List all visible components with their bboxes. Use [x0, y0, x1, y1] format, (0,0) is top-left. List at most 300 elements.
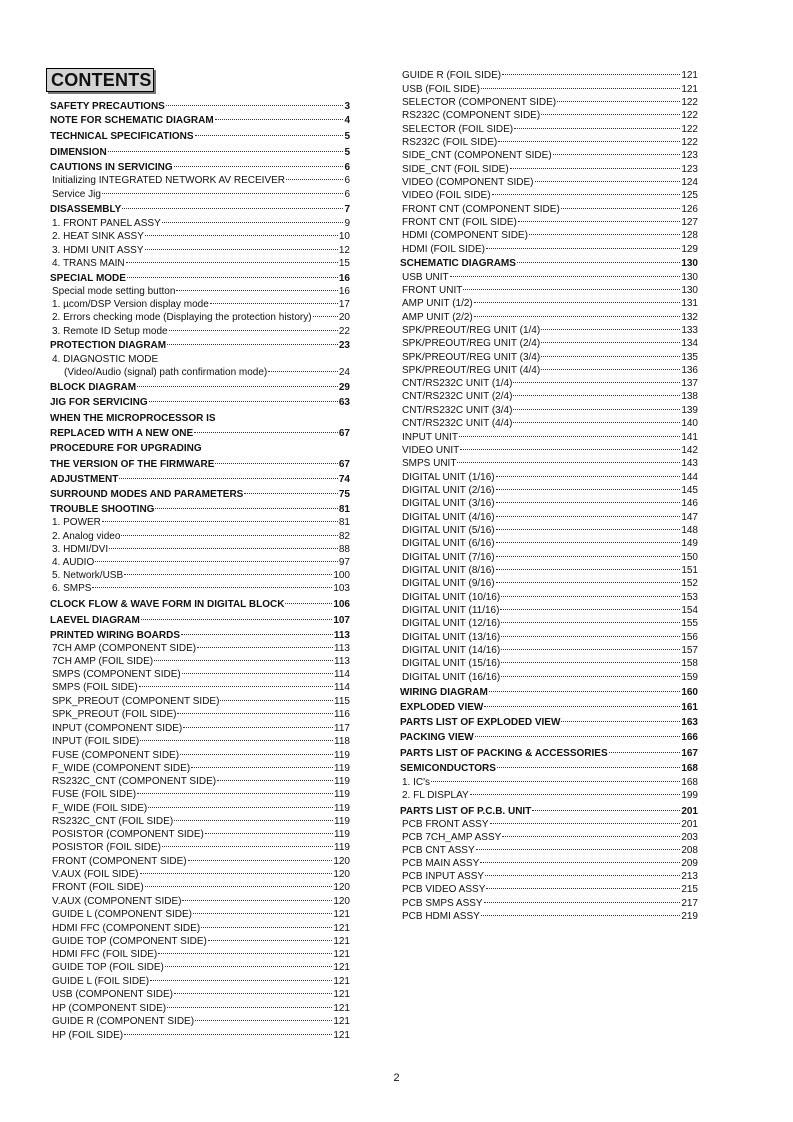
toc-entry-page: 130	[681, 258, 698, 269]
dot-leader	[181, 634, 333, 635]
toc-subentry	[52, 557, 350, 569]
toc-entry-label: AMP UNIT (1/2)	[402, 298, 473, 309]
toc-entry-label: Special mode setting button	[52, 286, 176, 297]
toc-subentry	[52, 643, 350, 655]
dot-leader	[194, 432, 338, 433]
toc-subentry	[402, 618, 698, 630]
toc-subentry	[52, 829, 350, 841]
toc-subentry	[402, 578, 698, 590]
toc-entry-page: 116	[334, 709, 350, 720]
toc-entry-page: 106	[333, 599, 350, 610]
toc-entry-label: SELECTOR (COMPONENT SIDE)	[402, 97, 557, 108]
toc-entry-label: RS232C_CNT (FOIL SIDE)	[52, 816, 174, 827]
dot-leader	[513, 382, 680, 383]
toc-subentry	[402, 605, 698, 617]
toc-subentry	[402, 432, 698, 444]
dot-leader	[541, 329, 680, 330]
toc-entry-page: 121	[333, 962, 350, 973]
toc-entry-page: 158	[681, 658, 698, 669]
toc-entry-label: 4. DIAGNOSTIC MODE	[52, 354, 159, 365]
toc-entry-page: 119	[334, 763, 350, 774]
toc-subentry	[402, 777, 698, 789]
toc-entry-label: 6. SMPS	[52, 583, 92, 594]
toc-entry-label: TECHNICAL SPECIFICATIONS	[50, 131, 194, 142]
toc-entry-label: FRONT UNIT	[402, 285, 463, 296]
dot-leader	[244, 493, 338, 494]
toc-entry-label: F_WIDE (COMPONENT SIDE)	[52, 763, 191, 774]
dot-leader	[102, 521, 338, 522]
dot-leader	[476, 849, 681, 850]
toc-entry-label: PARTS LIST OF P.C.B. UNIT	[400, 806, 532, 817]
toc-section-entry	[50, 599, 350, 611]
dot-leader	[484, 902, 681, 903]
toc-entry-label: DIGITAL UNIT (12/16)	[402, 618, 501, 629]
page-number: 2	[393, 1072, 400, 1084]
dot-leader	[167, 344, 338, 345]
toc-entry-label: AMP UNIT (2/2)	[402, 312, 473, 323]
toc-entry-page: 217	[681, 898, 698, 909]
toc-entry-page: 74	[338, 474, 350, 485]
toc-section-entry	[400, 258, 698, 270]
toc-entry-label: 4. TRANS MAIN	[52, 258, 125, 269]
dot-leader	[490, 823, 681, 824]
toc-entry-page: 123	[681, 164, 698, 175]
toc-subentry	[402, 672, 698, 684]
dot-leader	[496, 502, 681, 503]
toc-subentry	[52, 750, 350, 762]
dot-leader	[498, 141, 680, 142]
dot-leader	[459, 436, 680, 437]
toc-entry-label: GUIDE L (COMPONENT SIDE)	[52, 909, 193, 920]
toc-entry-label: F_WIDE (FOIL SIDE)	[52, 803, 148, 814]
toc-entry-label: USB UNIT	[402, 272, 449, 283]
dot-leader	[475, 736, 681, 737]
toc-entry-page: 121	[333, 1016, 350, 1027]
toc-entry-page: 135	[681, 352, 698, 363]
dot-leader	[535, 181, 681, 182]
toc-subentry	[52, 709, 350, 721]
toc-entry-page: 122	[681, 137, 698, 148]
toc-section-entry	[400, 806, 698, 818]
toc-entry-label: FRONT CNT (COMPONENT SIDE)	[402, 204, 560, 215]
toc-entry-label: (Video/Audio (signal) path confirmation mode)	[64, 367, 268, 378]
toc-entry-page: 146	[681, 498, 698, 509]
toc-section-entry	[400, 732, 698, 744]
toc-entry-page: 119	[334, 829, 350, 840]
toc-entry-label: SPECIAL MODE	[50, 273, 126, 284]
toc-entry-label: 2. HEAT SINK ASSY	[52, 231, 144, 242]
toc-section-entry	[400, 717, 698, 729]
toc-entry-label: NOTE FOR SCHEMATIC DIAGRAM	[50, 115, 214, 126]
dot-leader	[529, 234, 680, 235]
toc-entry-page: 10	[338, 231, 350, 242]
toc-subentry	[402, 365, 698, 377]
toc-entry-page: 15	[338, 258, 350, 269]
toc-subentry	[402, 190, 698, 202]
toc-entry-page: 113	[334, 643, 350, 654]
toc-entry-label: FUSE (COMPONENT SIDE)	[52, 750, 180, 761]
toc-entry-label: 1. IC's	[402, 777, 431, 788]
dot-leader	[195, 1020, 332, 1021]
toc-entry-page: 120	[333, 856, 350, 867]
toc-entry-page: 75	[338, 489, 350, 500]
dot-leader	[205, 833, 333, 834]
dot-leader	[140, 873, 333, 874]
dot-leader	[518, 221, 680, 222]
toc-entry-label: DIGITAL UNIT (9/16)	[402, 578, 495, 589]
toc-subentry	[402, 325, 698, 337]
toc-subentry	[52, 1016, 350, 1028]
toc-subentry	[402, 338, 698, 350]
dot-leader	[502, 74, 680, 75]
toc-entry-page: 208	[681, 845, 698, 856]
toc-entry-label: DISASSEMBLY	[50, 204, 122, 215]
toc-entry-page: 121	[333, 949, 350, 960]
toc-subentry	[402, 658, 698, 670]
dot-leader	[174, 820, 333, 821]
toc-entry-label: INPUT (COMPONENT SIDE)	[52, 723, 183, 734]
toc-entry-label: Service Jig	[52, 189, 101, 200]
toc-entry-page: 122	[681, 124, 698, 135]
toc-entry-label: CNT/RS232C UNIT (2/4)	[402, 391, 513, 402]
dot-leader	[561, 208, 681, 209]
dot-leader	[169, 330, 338, 331]
dot-leader	[180, 754, 333, 755]
toc-entry-label: DIGITAL UNIT (2/16)	[402, 485, 495, 496]
toc-subentry	[52, 789, 350, 801]
toc-entry-label: THE VERSION OF THE FIRMWARE	[50, 459, 215, 470]
toc-entry-page: 122	[681, 110, 698, 121]
toc-entry-label: 3. HDMI/DVI	[52, 544, 109, 555]
toc-entry-page: 137	[681, 378, 698, 389]
dot-leader	[102, 193, 344, 194]
dot-leader	[208, 940, 332, 941]
toc-entry-page: 120	[333, 869, 350, 880]
dot-leader	[450, 276, 681, 277]
toc-entry-label: PCB CNT ASSY	[402, 845, 475, 856]
toc-subentry	[402, 472, 698, 484]
toc-entry-label: PROTECTION DIAGRAM	[50, 340, 167, 351]
dot-leader	[517, 262, 680, 263]
toc-entry-page: 103	[333, 583, 350, 594]
dot-leader	[145, 886, 333, 887]
toc-entry-label: JIG FOR SERVICING	[50, 397, 148, 408]
dot-leader	[183, 727, 333, 728]
dot-leader	[174, 166, 344, 167]
dot-leader	[481, 915, 681, 916]
toc-subentry	[402, 405, 698, 417]
toc-entry-label: 1. POWER	[52, 517, 101, 528]
toc-entry-label: 2. Errors checking mode (Displaying the protection history)	[52, 312, 312, 323]
dot-leader	[137, 386, 338, 387]
toc-subentry	[402, 204, 698, 216]
toc-entry-label: RS232C_CNT (COMPONENT SIDE)	[52, 776, 217, 787]
toc-entry-page: 150	[681, 552, 698, 563]
dot-leader	[285, 603, 332, 604]
toc-section-entry	[50, 204, 350, 216]
toc-entry-page: 126	[681, 204, 698, 215]
dot-leader	[500, 609, 680, 610]
toc-section-entry	[50, 504, 350, 516]
toc-entry-page: 215	[681, 884, 698, 895]
toc-entry-label: Initializing INTEGRATED NETWORK AV RECEIVER	[52, 175, 286, 186]
toc-entry-page: 131	[681, 298, 698, 309]
toc-subentry	[52, 1030, 350, 1042]
dot-leader	[496, 582, 681, 583]
toc-entry-label: 1. µcom/DSP Version display mode	[52, 299, 209, 310]
toc-subentry	[402, 458, 698, 470]
toc-subentry	[402, 352, 698, 364]
dot-leader	[541, 356, 680, 357]
dot-leader	[474, 302, 681, 303]
toc-subentry	[402, 911, 698, 923]
toc-subentry	[402, 445, 698, 457]
toc-entry-page: 6	[344, 162, 350, 173]
toc-entry-page: 121	[333, 1030, 350, 1041]
toc-entry-label: PACKING VIEW	[400, 732, 474, 743]
dot-leader	[501, 622, 680, 623]
toc-entry-label: DIGITAL UNIT (7/16)	[402, 552, 495, 563]
contents-title-box	[46, 68, 154, 92]
dot-leader	[501, 636, 680, 637]
toc-subentry	[402, 645, 698, 657]
toc-entry-label: CLOCK FLOW & WAVE FORM IN DIGITAL BLOCK	[50, 599, 285, 610]
toc-entry-page: 155	[681, 618, 698, 629]
dot-leader	[463, 289, 680, 290]
toc-subentry	[52, 245, 350, 257]
toc-section-entry	[400, 763, 698, 775]
toc-subentry	[402, 538, 698, 550]
toc-subentry	[52, 882, 350, 894]
toc-subentry	[402, 418, 698, 430]
dot-leader	[215, 463, 337, 464]
dot-leader	[497, 767, 680, 768]
dot-leader	[496, 476, 681, 477]
toc-entry-label: SPK_PREOUT (FOIL SIDE)	[52, 709, 177, 720]
toc-entry-label: HP (FOIL SIDE)	[52, 1030, 124, 1041]
dot-leader	[95, 561, 338, 562]
dot-leader	[195, 135, 344, 136]
toc-subentry	[52, 656, 350, 668]
toc-entry-page: 199	[681, 790, 698, 801]
dot-leader	[557, 101, 680, 102]
dot-leader	[481, 88, 680, 89]
toc-subentry	[52, 989, 350, 1001]
toc-subentry	[52, 976, 350, 988]
toc-entry-label: CAUTIONS IN SERVICING	[50, 162, 173, 173]
toc-entry-label: PCB INPUT ASSY	[402, 871, 485, 882]
toc-subentry	[402, 485, 698, 497]
toc-section-entry	[50, 428, 350, 440]
toc-subentry	[52, 816, 350, 828]
toc-entry-label: SCHEMATIC DIAGRAMS	[400, 258, 516, 269]
dot-leader	[182, 673, 333, 674]
toc-subentry	[52, 258, 350, 270]
toc-entry-label: CNT/RS232C UNIT (1/4)	[402, 378, 513, 389]
toc-entry-label: SURROUND MODES AND PARAMETERS	[50, 489, 244, 500]
toc-entry-page: 141	[681, 432, 698, 443]
toc-entry-page: 121	[333, 989, 350, 1000]
toc-entry-label: 7CH AMP (FOIL SIDE)	[52, 656, 154, 667]
toc-entry-label: RS232C (COMPONENT SIDE)	[402, 110, 541, 121]
dot-leader	[119, 478, 338, 479]
toc-entry-page: 213	[681, 871, 698, 882]
toc-entry-label: CNT/RS232C UNIT (4/4)	[402, 418, 513, 429]
toc-entry-page: 121	[333, 936, 350, 947]
toc-section-entry	[50, 489, 350, 501]
toc-section-entry	[50, 101, 350, 113]
dot-leader	[145, 249, 338, 250]
toc-entry-label: GUIDE TOP (FOIL SIDE)	[52, 962, 164, 973]
dot-leader	[501, 649, 680, 650]
toc-subentry	[52, 856, 350, 868]
toc-subentry	[52, 736, 350, 748]
dot-leader	[268, 371, 338, 372]
toc-entry-page: 201	[681, 819, 698, 830]
dot-leader	[489, 691, 681, 692]
toc-entry-label: PCB SMPS ASSY	[402, 898, 483, 909]
toc-subentry	[52, 763, 350, 775]
toc-entry-page: 219	[681, 911, 698, 922]
toc-entry-label: SMPS (COMPONENT SIDE)	[52, 669, 181, 680]
toc-entry-page: 4	[344, 115, 350, 126]
toc-entry-page: 127	[681, 217, 698, 228]
toc-entry-label: EXPLODED VIEW	[400, 702, 484, 713]
toc-entry-page: 119	[334, 776, 350, 787]
toc-entry-page: 136	[681, 365, 698, 376]
toc-subentry	[52, 231, 350, 243]
toc-subentry	[402, 137, 698, 149]
toc-entry-page: 121	[333, 923, 350, 934]
toc-entry-label: DIGITAL UNIT (5/16)	[402, 525, 495, 536]
toc-subentry	[402, 512, 698, 524]
dot-leader	[470, 794, 681, 795]
dot-leader	[502, 836, 680, 837]
dot-leader	[176, 290, 337, 291]
toc-entry-page: 128	[681, 230, 698, 241]
toc-subentry	[52, 723, 350, 735]
toc-entry-page: 140	[681, 418, 698, 429]
toc-entry-page: 114	[334, 669, 350, 680]
dot-leader	[460, 449, 680, 450]
toc-entry-label: 2. Analog video	[52, 531, 121, 542]
toc-entry-page: 113	[333, 630, 350, 641]
toc-entry-page: 118	[334, 736, 350, 747]
toc-entry-page: 125	[681, 190, 698, 201]
toc-entry-page: 17	[338, 299, 350, 310]
dot-leader	[220, 700, 333, 701]
toc-entry-label: SPK/PREOUT/REG UNIT (3/4)	[402, 352, 541, 363]
dot-leader	[513, 409, 680, 410]
toc-subentry	[52, 682, 350, 694]
toc-entry-label: CNT/RS232C UNIT (3/4)	[402, 405, 513, 416]
toc-entry-label: DIGITAL UNIT (15/16)	[402, 658, 501, 669]
toc-entry-label: DIGITAL UNIT (13/16)	[402, 632, 501, 643]
dot-leader	[286, 179, 343, 180]
toc-entry-label: SIDE_CNT (FOIL SIDE)	[402, 164, 509, 175]
toc-subentry	[402, 819, 698, 831]
dot-leader	[510, 168, 681, 169]
toc-entry-page: 16	[338, 286, 350, 297]
toc-entry-label: RS232C (FOIL SIDE)	[402, 137, 498, 148]
toc-entry-page: 113	[334, 656, 350, 667]
dot-leader	[139, 686, 333, 687]
toc-entry-label: PCB FRONT ASSY	[402, 819, 489, 830]
toc-entry-label: PCB HDMI ASSY	[402, 911, 480, 922]
dot-leader	[431, 781, 680, 782]
toc-entry-label: HDMI (COMPONENT SIDE)	[402, 230, 528, 241]
toc-entry-page: 120	[333, 896, 350, 907]
toc-entry-page: 132	[681, 312, 698, 323]
toc-entry-label: PCB MAIN ASSY	[402, 858, 480, 869]
dot-leader	[193, 913, 332, 914]
toc-subentry	[52, 869, 350, 881]
dot-leader	[457, 462, 680, 463]
toc-entry-page: 121	[333, 1003, 350, 1014]
toc-entry-label: DIGITAL UNIT (3/16)	[402, 498, 495, 509]
toc-entry-label: REPLACED WITH A NEW ONE	[50, 428, 194, 439]
toc-entry-label: FRONT CNT (FOIL SIDE)	[402, 217, 517, 228]
toc-section-entry	[50, 443, 202, 455]
dot-leader	[313, 316, 338, 317]
toc-entry-label: 5. Network/USB	[52, 570, 124, 581]
toc-entry-page: 153	[681, 592, 698, 603]
toc-entry-page: 120	[333, 882, 350, 893]
toc-subentry	[64, 367, 350, 379]
toc-section-entry	[400, 702, 698, 714]
toc-subentry	[52, 896, 350, 908]
toc-subentry	[402, 790, 698, 802]
toc-entry-label: INPUT (FOIL SIDE)	[52, 736, 140, 747]
toc-entry-label: GUIDE R (FOIL SIDE)	[402, 70, 502, 81]
toc-entry-page: 119	[334, 803, 350, 814]
toc-subentry	[52, 936, 350, 948]
toc-entry-page: 121	[681, 84, 698, 95]
dot-leader	[501, 676, 680, 677]
toc-entry-label: SPK_PREOUT (COMPONENT SIDE)	[52, 696, 220, 707]
toc-entry-label: VIDEO UNIT	[402, 445, 460, 456]
toc-entry-page: 6	[344, 175, 350, 186]
toc-entry-page: 122	[681, 97, 698, 108]
toc-subentry	[402, 898, 698, 910]
toc-entry-page: 121	[333, 976, 350, 987]
toc-subentry	[402, 244, 698, 256]
dot-leader	[141, 619, 332, 620]
toc-entry-label: DIGITAL UNIT (1/16)	[402, 472, 495, 483]
toc-entry-label: TROUBLE SHOOTING	[50, 504, 155, 515]
toc-section-entry	[50, 131, 350, 143]
dot-leader	[532, 810, 680, 811]
dot-leader	[514, 128, 680, 129]
dot-leader	[496, 556, 681, 557]
dot-leader	[182, 900, 332, 901]
toc-entry-page: 81	[338, 504, 350, 515]
toc-entry-page: 115	[334, 696, 350, 707]
dot-leader	[162, 222, 344, 223]
dot-leader	[541, 369, 680, 370]
toc-subentry	[52, 583, 350, 595]
toc-subentry	[402, 498, 698, 510]
toc-entry-label: 3. HDMI UNIT ASSY	[52, 245, 144, 256]
toc-entry-page: 6	[344, 189, 350, 200]
toc-entry-page: 5	[344, 147, 350, 158]
toc-entry-page: 133	[681, 325, 698, 336]
toc-entry-page: 81	[338, 517, 350, 528]
dot-leader	[541, 342, 680, 343]
dot-leader	[150, 980, 332, 981]
toc-entry-page: 123	[681, 150, 698, 161]
toc-section-entry	[50, 459, 350, 471]
